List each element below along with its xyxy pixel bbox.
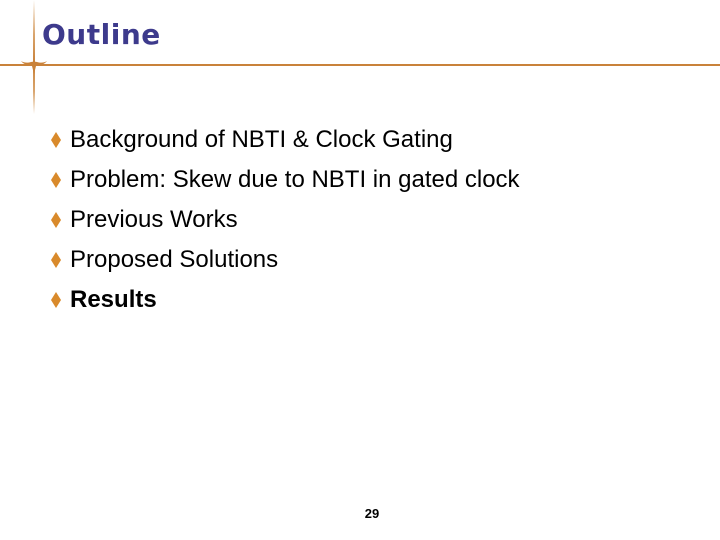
list-item xyxy=(50,280,520,320)
diamond-bullet-icon xyxy=(50,291,62,309)
horizontal-rule xyxy=(0,64,720,66)
diamond-bullet-icon xyxy=(50,251,62,269)
vertical-rule xyxy=(33,0,35,114)
bullet-text: Background of NBTI & Clock Gating xyxy=(70,126,453,153)
longhorn-logo-icon xyxy=(20,58,48,76)
list-item xyxy=(50,120,520,160)
list-item xyxy=(50,200,520,240)
diamond-bullet-icon xyxy=(50,211,62,229)
list-item xyxy=(50,160,520,200)
bullet-text: Proposed Solutions xyxy=(70,246,279,273)
slide-title: Outline xyxy=(42,18,161,51)
diamond-bullet-icon xyxy=(50,171,62,189)
page-number: 29 xyxy=(364,506,380,521)
diamond-bullet-icon xyxy=(50,131,62,149)
bullet-text: Results xyxy=(70,286,157,313)
bullet-text: Previous Works xyxy=(70,206,238,233)
list-item xyxy=(50,240,520,280)
bullet-text: Problem: Skew due to NBTI in gated clock xyxy=(70,166,520,193)
bullet-list xyxy=(50,120,520,320)
